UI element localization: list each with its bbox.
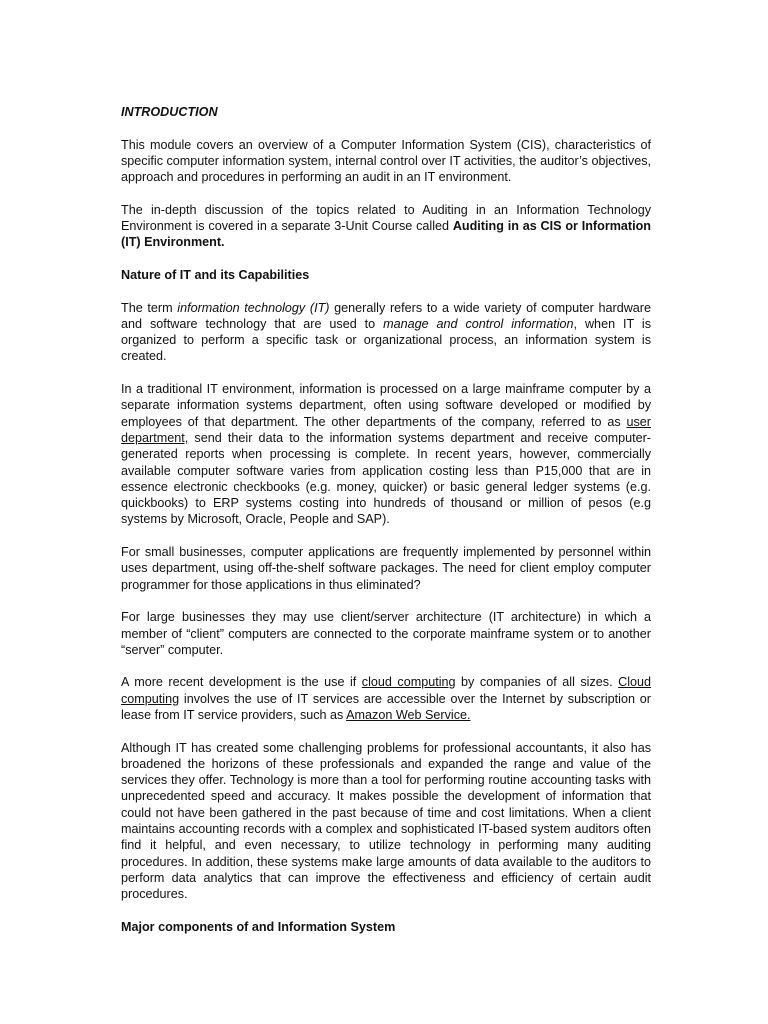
paragraph-large-businesses: For large businesses they may use client/server architecture (IT architecture) in which a member of “client” computers are connected to the corporate mainframe system or to another “server” computer. [121, 610, 651, 657]
paragraph-traditional-it [121, 381, 651, 528]
paragraph-text: generally refers to a wide variety of computer hardware and software technology that are used to [121, 300, 652, 331]
paragraph-text: involves the use of IT services are accessible over the Internet by subscription or lease from IT service providers, such as [121, 691, 651, 722]
paragraph-text: by companies of all sizes. [455, 675, 619, 690]
paragraph-text: The in-depth discussion of the topics related to Auditing in an Information Technology Environment is covered in a separate 3-Unit Course called [121, 202, 651, 234]
paragraph-text: send their data to the information systems department and receive computer-generated reports when processing is complete. In recent years, however, commercially available computer software varies from application costing less than P15,000 that are in essence electronic checkbooks (e.g. money, quicker) or basic general ledger systems (e.g. quickbooks) to ERP systems costing into hundreds of thousand or million of pesos (e.g systems by Microsoft, Oracle, People and SAP). [121, 430, 651, 527]
paragraph-small-businesses: For small businesses, computer applications are frequently implemented by personnel within uses department, using off-the-shelf software packages. The need for client employ computer programmer for those applications in thus eliminated? [121, 545, 651, 592]
paragraph-text: In a traditional IT environment, information is processed on a large mainframe computer by a separate information systems department, often using software developed or modified by employees of that department. The other departments of the company, referred to as [121, 382, 651, 429]
phrase-manage-control: manage and control information [383, 316, 574, 331]
course-title: Auditing in as CIS or Information (IT) Environment. [121, 219, 651, 250]
document-page [121, 104, 651, 951]
paragraph-it-definition [121, 300, 651, 365]
term-amazon-web-service: Amazon Web Service. [346, 707, 471, 722]
paragraph-cloud-computing [121, 674, 651, 723]
paragraph-text: , when IT is organized to perform a specific task or organizational process, an information system is created. [121, 316, 651, 364]
paragraph-overview: This module covers an overview of a Computer Information System (CIS), characteristics of specific computer information system, internal control over IT activities, the auditor’s objectives, approach and procedures in performing an audit in an IT environment. [121, 137, 651, 185]
heading-introduction: INTRODUCTION [121, 105, 218, 119]
term-user-department: user department, [121, 414, 651, 445]
paragraph-text: A more recent development is the use if [121, 675, 362, 690]
heading-major-components: Major components of and Information System [121, 919, 396, 934]
paragraph-text: The term [121, 300, 178, 315]
term-cloud-computing-2: Cloud computing [121, 675, 651, 706]
paragraph-in-depth-discussion [121, 202, 651, 251]
heading-nature-of-it: Nature of IT and its Capabilities [121, 267, 310, 282]
term-cloud-computing: cloud computing [361, 675, 456, 690]
term-it: information technology (IT) [177, 300, 330, 315]
paragraph-challenges: Although IT has created some challenging problems for professional accountants, it also has broadened the horizons of these professionals and expanded the range and value of the services they offer. Technology is more than a tool for performing routine accounting tasks with unprecedented speed and accuracy. It makes possible the development of information that could not have been gathered in the past because of time and cost limitations. When a client maintains accounting records with a complex and sophisticated IT-based system auditors often find it helpful, and even necessary, to utilize technology in performing many auditing procedures. In addition, these systems make large amounts of data available to the auditors to perform data analytics that can improve the effectiveness and efficiency of certain audit procedures. [121, 740, 651, 902]
